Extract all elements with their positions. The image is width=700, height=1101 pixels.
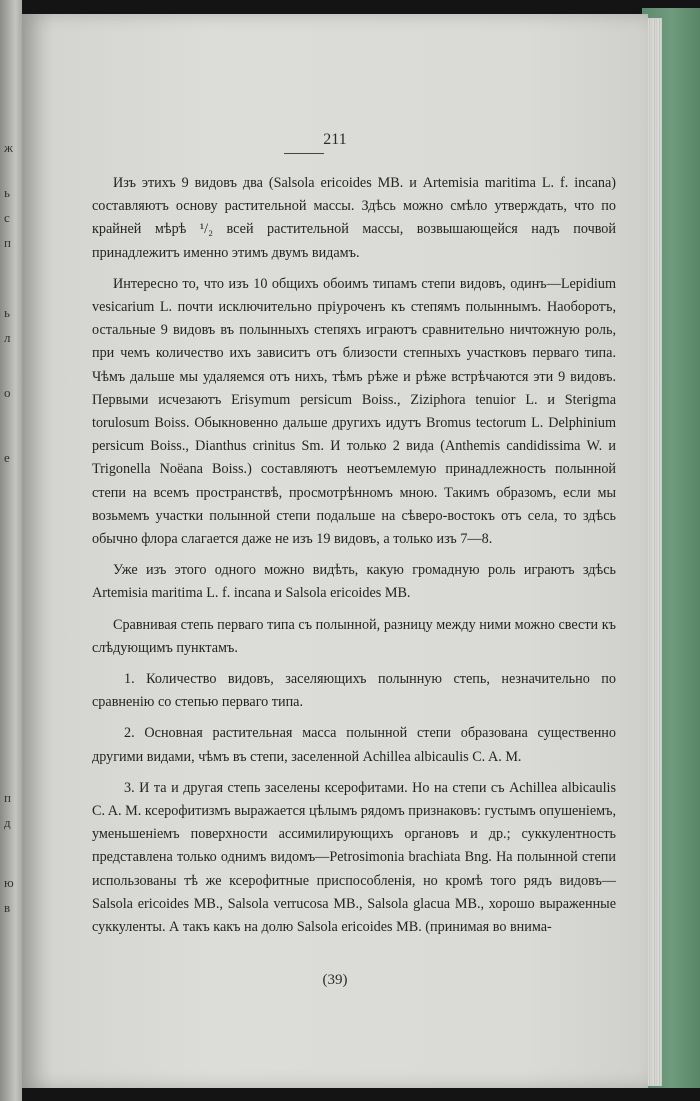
- list-item: 3. И та и другая степь заселены ксерофитами. Но на степи съ Achillea albicaulis C. A. M. ксерофитизмъ выражается цѣлымъ рядомъ признаковъ: густымъ опушеніемъ, уменьшеніемъ поверхности ассимилирующихъ органовъ и др.; суккулентность представлена только однимъ видомъ—Petrosimonia brachiata Bng. На полынной степи использованы тѣ же ксерофитные приспособленія, но кромѣ того рядъ видовъ—Salsola ericoides MB., Salsola verrucosa MB., Salsola glacua MB., хорошо выраженные суккуленты. А такъ какъ на долю Salsola ericoides MB. (принимая во внима-: [92, 779, 616, 936]
- paragraph: Интересно то, что изъ 10 общихъ обоимъ типамъ степи видовъ, одинъ—Lepidium vesicarium L. почти исключительно пріуроченъ къ степямъ полыннымъ. Наоборотъ, остальные 9 видовъ въ полынныхъ степяхъ играютъ сравнительно ничтожную роль, при чемъ количество ихъ зависитъ отъ близости степныхъ участковъ перваго типа. Чѣмъ дальше мы удаляемся отъ нихъ, тѣмъ рѣже и рѣже встрѣчаются эти 9 видовъ. Первыми исчезаютъ Erisymum persicum Boiss., Ziziphora tenuior L. и Sterigma torulosum Boiss. Обыкновенно дальше другихъ идутъ Bromus tectorum L. Delphinium persicum Boiss., Dianthus crinitus Sm. И только 2 вида (Anthemis candidissima W. и Trigonella Noëana Boiss.) составляютъ неотъемлемую принадлежность полынной степи на всемъ пространствѣ, просмотрѣнномъ мною. Такимъ образомъ, если мы возьмемъ участки полынной степи подальше на сѣверо-востокъ отъ села, то здѣсь обычно флора слагается даже не изъ 19 видовъ, а только изъ 7—8.: [92, 275, 616, 548]
- facing-page-glyph: е: [4, 450, 10, 465]
- facing-page-glyph: в: [4, 900, 11, 915]
- paragraph: Сравнивая степь перваго типа съ полынной, разницу между ними можно свести къ слѣдующимъ пунктамъ.: [92, 616, 616, 656]
- facing-page-glyph: д: [4, 815, 11, 830]
- list-item: 1. Количество видовъ, заселяющихъ полынную степь, незначительно по сравненію со степью перваго типа.: [92, 671, 616, 711]
- page-number-underline: [284, 153, 324, 154]
- facing-page-glyph: ж: [4, 140, 13, 155]
- footer-page-number: (39): [322, 972, 348, 988]
- paragraph: Уже изъ этого одного можно видѣть, какую громадную роль играютъ здѣсь Artemisia maritima L. f. incana и Salsola ericoides MB.: [92, 562, 616, 602]
- list-item: 2. Основная растительная масса полынной степи образована существенно другими видами, чѣмъ въ степи, заселенной Achillea albicaulis C. A. M.: [92, 725, 616, 765]
- facing-page-glyph: ь: [4, 305, 10, 320]
- book-page: [22, 14, 648, 1088]
- facing-page-glyph: л: [4, 330, 11, 345]
- facing-page-glyph: п: [4, 790, 11, 805]
- page-body: [92, 172, 616, 947]
- facing-page-glyph: о: [4, 385, 11, 400]
- facing-page-sliver: [0, 0, 22, 1101]
- facing-page-glyph: ь: [4, 185, 10, 200]
- page-number: 211: [323, 131, 347, 148]
- facing-page-glyph: п: [4, 235, 11, 250]
- facing-page-glyph: ю: [4, 875, 14, 890]
- facing-page-glyph: с: [4, 210, 10, 225]
- paragraph: Изъ этихъ 9 видовъ два (Salsola ericoides MB. и Artemisia maritima L. f. incana) составляютъ основу растительной массы. Здѣсь можно смѣло утверждать, что по крайней мѣрѣ ¹/₂ всей растительной массы, возвышающейся надъ почвой принадлежитъ именно этимъ двумъ видамъ.: [92, 175, 616, 261]
